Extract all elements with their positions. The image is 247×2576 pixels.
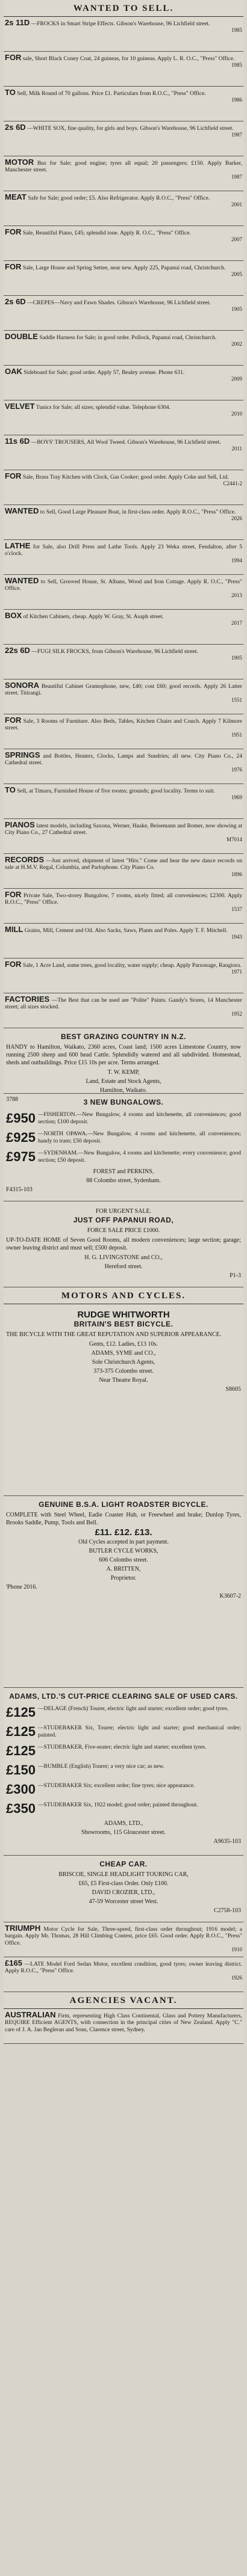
best-grazing-agent-role: Land, Estate and Stock Agents,: [86, 1078, 161, 1085]
classified-ad: [4, 714, 243, 749]
ad-text: —FUGI SILK FROCKS, from Gibson's Warehouse, 96 Lichfield street.: [31, 648, 198, 655]
ad-ref: 1976: [231, 766, 242, 773]
classified-ad: [4, 784, 243, 819]
ad-lead: FOR: [5, 227, 22, 236]
late-model-lead: £165: [5, 1958, 22, 1967]
rudge-near: Near Theatre Royal.: [99, 1377, 148, 1384]
ad-ref: 2007: [231, 236, 242, 243]
ad-text: Grains, Mill, Cement and Oil. Also Sacks, Saws, Plants and Poles. Apply T. F. Mitchell.: [24, 927, 228, 934]
ad-text: Beautiful Cabinet Gramophone, new, £40; cost £60; good records. Apply 26 Latter street. Titirangi.: [5, 683, 242, 697]
rudge-ad: [4, 1304, 243, 1496]
rudge-agent: ADAMS, SYME and CO.,: [91, 1350, 156, 1357]
bungalow-list: [6, 1109, 241, 1167]
ad-ref: 1987: [231, 132, 242, 138]
classified-ad: [4, 854, 243, 889]
ad-lead: OAK: [5, 367, 22, 376]
urgent-sale-heading: FOR URGENT SALE.: [95, 1208, 152, 1215]
car-description: —STUDEBAKER Six, 1922 model; good order; painted throughout.: [37, 1802, 198, 1808]
bungalow-item: [6, 1109, 241, 1128]
ad-lead: 2s 11D: [5, 18, 30, 27]
ad-lead: 22s 6D: [5, 646, 30, 655]
classified-ad: [4, 645, 243, 679]
bsa-phone: 'Phone 2016.: [6, 1584, 37, 1590]
agencies-ad: [4, 2009, 243, 2044]
classified-ad: [4, 121, 243, 156]
car-price: £350: [6, 1801, 36, 1816]
ad-lead: BOX: [5, 611, 22, 620]
classified-ad: [4, 226, 243, 261]
ad-text: for Sale, also Drill Press and Lathe Tools. Apply 23 Weka street, Fendalton, after 5 o'clock.: [5, 544, 242, 557]
ad-ref: 2010: [231, 411, 242, 417]
ad-lead: WANTED: [5, 576, 39, 585]
ad-text: —BOYS' TROUSERS, All Wool Tweed. Gibson's Warehouse, 96 Lichfield street.: [31, 439, 221, 446]
ad-lead: MOTOR: [5, 158, 34, 167]
ad-ref: 2005: [231, 271, 242, 278]
bsa-heading: GENUINE B.S.A. LIGHT ROADSTER BICYCLE.: [39, 1500, 208, 1509]
ad-text: Saddle Harness for Sale; in good order. Pollock, Papanui road, Christchurch.: [39, 334, 217, 341]
newspaper-column: [4, 0, 243, 2044]
bsa-ad: [4, 1496, 243, 1688]
classified-ad: [4, 993, 243, 1028]
bsa-body: COMPLETE with Steel Wheel, Eadie Coaster Hub, or Freewheel and brake; Dunlop Tyres, Brooks Saddle, Pump, Tools and Bell.: [6, 1512, 241, 1526]
car-description: —STUDEBAKER Six, Tourer; electric light and starter; good mechanical order; painted.: [37, 1725, 241, 1738]
classified-ad: [4, 505, 243, 540]
ad-lead: LATHE: [5, 541, 31, 550]
rudge-ref: S8605: [225, 1386, 241, 1393]
ad-ref: 1896: [231, 871, 242, 877]
ad-lead: MILL: [5, 925, 23, 934]
ad-lead: SONORA: [5, 681, 40, 690]
adams-ref: A9635-103: [213, 1838, 241, 1845]
ad-ref: 2011: [231, 446, 242, 452]
classified-ad: [4, 261, 243, 296]
bsa-agent: BUTLER CYCLE WORKS,: [89, 1548, 158, 1554]
bungalow-price: £975: [6, 1149, 36, 1164]
classified-ad: [4, 296, 243, 331]
rudge-body: THE BICYCLE WITH THE GREAT REPUTATION AND SUPERIOR APPEARANCE.: [6, 1331, 222, 1338]
bungalows-address: 88 Colombo street, Sydenham.: [86, 1177, 161, 1184]
ad-ref: 1952: [231, 1010, 242, 1017]
car-description: —DELAGE (French) Tourer, electric light and starter; excellent order; good tyres.: [37, 1705, 229, 1712]
ad-ref: 1987: [231, 173, 242, 180]
adams-address: Showrooms, 115 Gloucester street.: [81, 1829, 166, 1836]
ad-ref: 1985: [231, 27, 242, 34]
classified-ad: [4, 889, 243, 924]
ad-lead: FOR: [5, 960, 22, 969]
adams-agent: ADAMS, LTD.,: [104, 1820, 143, 1827]
urgent-sale-ad: [4, 1201, 243, 1287]
cheap-car-agent: DAVID CROZIER, LTD.,: [92, 1889, 155, 1896]
classified-ad: [4, 540, 243, 575]
ad-lead: MEAT: [5, 192, 27, 201]
ad-lead: TO: [5, 785, 16, 794]
ad-lead: SPRINGS: [5, 750, 40, 759]
ad-text: Sale, 3 Rooms of Furniture. Also Beds, Tables, Kitchen Chairs and Couch. Apply 7 Kilmore street.: [5, 718, 242, 732]
ad-lead: TO: [5, 88, 16, 97]
best-grazing-town: Hamilton, Waikato.: [99, 1087, 148, 1094]
new-bungalows-heading: 3 NEW BUNGALOWS.: [83, 1098, 164, 1106]
urgent-sale-address: Hereford street.: [104, 1263, 143, 1270]
ad-ref: 1969: [231, 794, 242, 801]
classified-ad: [4, 52, 243, 87]
ad-ref: 1994: [231, 557, 242, 563]
triumph-ref: 1910: [231, 1946, 242, 1953]
best-grazing-body: HANDY to Hamilton, Waikato, 2360 acres, Coast land; 1500 acres Limestone Country, now running 2500 sheep and 600 head Cattle. Splendidly watered and all subdivided. Homestead, sheds and outbuildings. Price £15 10s per acre. Terms arranged.: [6, 1044, 241, 1066]
classified-ad: [4, 87, 243, 121]
classified-ad: [4, 819, 243, 854]
ad-text: to Sell, Good Large Pleasure Boat, in first-class order. Apply R.O.C., "Press" Office.: [40, 509, 236, 515]
car-price: £125: [6, 1743, 36, 1758]
classified-ad: [4, 400, 243, 435]
classified-ad: [4, 679, 243, 714]
car-price: £150: [6, 1762, 36, 1777]
bungalow-item: [6, 1147, 241, 1167]
bsa-prices: £11. £12. £13.: [95, 1527, 152, 1538]
bsa-signatory: A. BRITTEN,: [106, 1566, 141, 1572]
triumph-ad: [4, 1922, 243, 1957]
ad-text: —WHITE SOX, fine quality, for girls and boys. Gibson's Warehouse, 96 Lichfield street.: [27, 125, 234, 132]
classified-ad: [4, 156, 243, 191]
ad-ref: 1951: [231, 731, 242, 738]
bungalow-description: —NORTH OPAWA.—New Bungalow, 4 rooms and kitchenette, all conveniences; handy to tram; £50 deposit.: [37, 1130, 241, 1144]
bungalow-price: £925: [6, 1130, 36, 1145]
ad-lead: FACTORIES: [5, 995, 50, 1004]
bsa-note: Old Cycles accepted in part payment.: [78, 1539, 169, 1545]
ad-text: Safe for Sale; good order; £5. Also Refrigerator. Apply R.O.C., "Press" Office.: [28, 195, 210, 201]
motors-cycles-heading: MOTORS AND CYCLES.: [4, 1287, 243, 1304]
ad-ref: 1905: [231, 306, 242, 313]
ad-lead: 2s 6D: [5, 297, 26, 306]
bsa-address: 606 Colombo street.: [99, 1557, 148, 1563]
classified-ad: [4, 366, 243, 400]
ad-ref: 2013: [231, 592, 242, 598]
best-grazing-heading: BEST GRAZING COUNTRY IN N.Z.: [60, 1032, 186, 1041]
rudge-role: Sole Christchurch Agents,: [92, 1359, 155, 1366]
urgent-sale-ref: P1-3: [230, 1272, 241, 1279]
car-description: —STUDEBAKER, Five-seater; electric light and starter; excellent tyres.: [37, 1744, 207, 1750]
classified-ad: [4, 191, 243, 226]
car-price: £125: [6, 1705, 36, 1720]
cheap-car-address: 47-59 Worcester street West.: [89, 1898, 158, 1905]
ad-lead: FOR: [5, 890, 22, 899]
ad-ref: C2441-2: [223, 480, 242, 487]
urgent-sale-tagline: FORCE SALE PRICE £1000.: [87, 1227, 160, 1234]
cheap-car-heading: CHEAP CAR.: [99, 1860, 148, 1868]
ad-text: Sale, 1 Acre Land, some trees, good locality, water supply; cheap. Apply Parsonage, Rangiora.: [22, 962, 242, 969]
urgent-sale-subheading: JUST OFF PAPANUI ROAD,: [73, 1216, 174, 1224]
ad-ref: 2017: [231, 620, 242, 627]
adams-cars-ad: [4, 1688, 243, 1856]
ad-ref: 2002: [231, 341, 242, 348]
bungalow-description: —SYDENHAM.—New Bungalow, 4 rooms and kitchenette; every convenience; good section; £50 deposit.: [37, 1150, 241, 1164]
classified-ad: [4, 331, 243, 366]
bungalows-ref: F4315-103: [6, 1186, 33, 1193]
bungalow-description: —FISHERTON.—New Bungalow, 4 rooms and kitchenette, all conveniences; good section; £100 deposit.: [37, 1111, 241, 1125]
ad-ref: 1985: [231, 62, 242, 69]
classified-ad: [4, 958, 243, 993]
ad-text: —Just arrived, shipment of latest "Hits." Come and hear the new dance records on sale at H.M.V. Regal, Columbia, and Parlophone. City Piano Co.: [5, 857, 242, 871]
ad-text: of Kitchen Cabinets, cheap. Apply W. Gray, St. Asaph street.: [23, 613, 164, 620]
ad-lead: FOR: [5, 716, 22, 725]
ad-lead: FOR: [5, 262, 22, 271]
ad-text: Sell, Milk Round of 70 gallons. Price £1. Particulars from R.O.C., "Press" Office.: [17, 90, 206, 97]
classified-ad: [4, 610, 243, 645]
ad-text: latest models, including Saxona, Werner, Haake, Beisemann and Romer, now showing at City Piano Co., 27 Cathedral street.: [5, 823, 242, 836]
rudge-prices: Gents, £12. Ladies, £13 10s.: [89, 1341, 158, 1348]
car-item: [6, 1741, 241, 1761]
rudge-sub: BRITAIN'S BEST BICYCLE.: [73, 1320, 174, 1328]
ad-lead: 2s 6D: [5, 123, 26, 132]
car-item: [6, 1703, 241, 1722]
urgent-sale-body: UP-TO-DATE HOME of Seven Good Rooms, all modern conveniences; large section; garage; owner leaving district and must sell; £500 deposit.: [6, 1237, 241, 1251]
rudge-heading: RUDGE WHITWORTH: [77, 1310, 170, 1320]
urgent-sale-agent: H. G. LIVINGSTONE and CO.,: [84, 1254, 163, 1261]
ad-ref: 1971: [231, 969, 242, 975]
ad-lead: VELVET: [5, 402, 35, 411]
agencies-heading: AGENCIES VACANT.: [4, 1992, 243, 2009]
classified-ad: [4, 435, 243, 470]
ad-text: Private Sale, Two-storey Bungalow, 7 rooms, nicely fitted; all conveniences; £2300. Apply R.O.C., "Press" Office.: [5, 892, 242, 906]
classified-ads-list: [4, 17, 243, 1028]
classified-ad: [4, 924, 243, 958]
ad-lead: RECORDS: [5, 855, 45, 864]
ad-lead: DOUBLE: [5, 332, 38, 341]
car-item: [6, 1761, 241, 1780]
ad-text: —CREPES—Navy and Fawn Shades. Gibson's Warehouse, 96 Lichfield street.: [27, 299, 211, 306]
ad-ref: 2009: [231, 376, 242, 382]
ad-lead: WANTED: [5, 506, 39, 515]
ad-text: Sideboard for Sale; good order. Apply 57, Bealey avenue. Phone 631.: [23, 369, 185, 376]
classified-ad: [4, 749, 243, 784]
new-bungalows-ad: [4, 1094, 243, 1201]
ad-text: to Sell, Grooved House, St. Albans, Wood and Iron Cottage. Apply R. O.C., "Press" Office.: [5, 578, 242, 592]
wanted-to-sell-heading: WANTED TO SELL.: [4, 0, 243, 17]
ad-text: Tunics for Sale; all sizes; splendid value. Telephone 6304.: [36, 404, 170, 411]
ad-text: and Bottles, Heaters, Clocks, Lamps and Sundries; all new. City Piano Co., 24 Cathedral street.: [5, 753, 242, 767]
ad-lead: FOR: [5, 53, 22, 62]
cheap-car-body: BRISCOE, SINGLE HEADLIGHT TOURING CAR,: [58, 1871, 189, 1878]
bsa-title: Proprietor.: [110, 1575, 137, 1581]
ad-text: —The Best that can be used are "Polite" Paints. Gandy's Stores, 14 Manchester street; all sizes stocked.: [5, 997, 242, 1011]
ad-lead: PIANOS: [5, 820, 35, 829]
cheap-car-ad: [4, 1856, 243, 1922]
bungalow-price: £950: [6, 1111, 36, 1126]
car-description: —STUDEBAKER Six; excellent order; fine tyres; nice appearance.: [37, 1782, 195, 1789]
ad-ref: 1986: [231, 97, 242, 103]
ad-text: Sale, Beautiful Piano, £45; splendid tone. Apply R. O.C., "Press" Office.: [22, 230, 191, 236]
ad-ref: 2026: [231, 515, 242, 522]
classified-ad: [4, 575, 243, 610]
late-model-ref: 1926: [231, 1974, 242, 1981]
ad-ref: 1537: [231, 906, 242, 912]
ad-text: Bus for Sale; good engine; tyres all equal; 20 passengers; £150. Apply Barker, Manchester street.: [5, 160, 242, 174]
adams-cars-heading: ADAMS, LTD.'S CUT-PRICE CLEARING SALE OF USED CARS.: [9, 1692, 238, 1700]
classified-ad: [4, 470, 243, 505]
agencies-text: Firm, representing High Class Continental, Glass and Pottery Manufacturers, REQUIRE Efficient AGENTS, with connection in the principal cities of New Zealand. Apply "C." care of J. A. Jan Begleran and Sons, Clarence street, Sydney.: [5, 2013, 242, 2033]
late-model-ad: [4, 1957, 243, 1992]
car-item: [6, 1799, 241, 1818]
rudge-address: 373-375 Colombo street.: [93, 1368, 154, 1375]
triumph-text: Motor Cycle for Sale, Three-speed, first-class order throughout; 1916 model; a bargain. Apply Mr. Thomas, 28 Hill Climbing Contest, price £65. Good order. Apply R.O.C., "Press" Office.: [5, 1926, 242, 1946]
car-price: £300: [6, 1782, 36, 1797]
bungalows-agent: FOREST and PERKINS,: [93, 1168, 154, 1175]
ad-ref: M7014: [226, 836, 242, 842]
ad-text: Sale, Large House and Spring Settee, near new. Apply 225, Papanui road, Christchurch.: [22, 265, 226, 271]
bungalow-item: [6, 1128, 241, 1147]
cheap-car-ref: C2758-103: [214, 1907, 241, 1914]
best-grazing-agent: T. W. KEMP,: [107, 1069, 140, 1076]
ad-lead: 11s 6D: [5, 437, 30, 446]
ad-ref: 1905: [231, 655, 242, 661]
best-grazing-ref: 3788: [6, 1096, 18, 1103]
ad-lead: FOR: [5, 471, 22, 480]
ad-ref: 1551: [231, 696, 242, 703]
agencies-lead: AUSTRALIAN: [5, 2010, 56, 2019]
late-model-text: —LATE Model Ford Sedan Motor, excellent condition, good tyres; owner leaving district. Apply R.O.C., "Press" Office.: [5, 1961, 242, 1975]
ad-ref: 2001: [231, 201, 242, 208]
classified-ad: [4, 17, 243, 52]
ad-text: sale, Short Black Coney Coat, 24 guineas, for 10 guineas. Apply L. R. O.C., "Press" Office.: [22, 55, 235, 62]
triumph-lead: TRIUMPH: [5, 1924, 41, 1933]
ad-text: —FROCKS in Smart Stripe Effects. Gibson's Warehouse, 96 Lichfield street.: [31, 20, 210, 27]
car-list: [6, 1703, 241, 1818]
ad-text: Sale, Brass Tray Kitchen with Clock, Gas Cooker; good order. Apply Coke and Sell, Ltd.: [22, 474, 229, 480]
car-item: [6, 1722, 241, 1741]
ad-text: Sell, at Timaru, Furnished House of five rooms; grounds; good locality. Terms to suit.: [17, 788, 215, 794]
car-price: £125: [6, 1724, 36, 1739]
car-item: [6, 1780, 241, 1799]
car-description: —BUMBLE (English) Tourer; a very nice car; as new.: [37, 1763, 164, 1770]
cheap-car-terms: £65, £5 First-class Order. Only £100.: [78, 1880, 169, 1887]
bsa-ref: K3607-2: [219, 1593, 241, 1599]
ad-ref: 1943: [231, 934, 242, 940]
